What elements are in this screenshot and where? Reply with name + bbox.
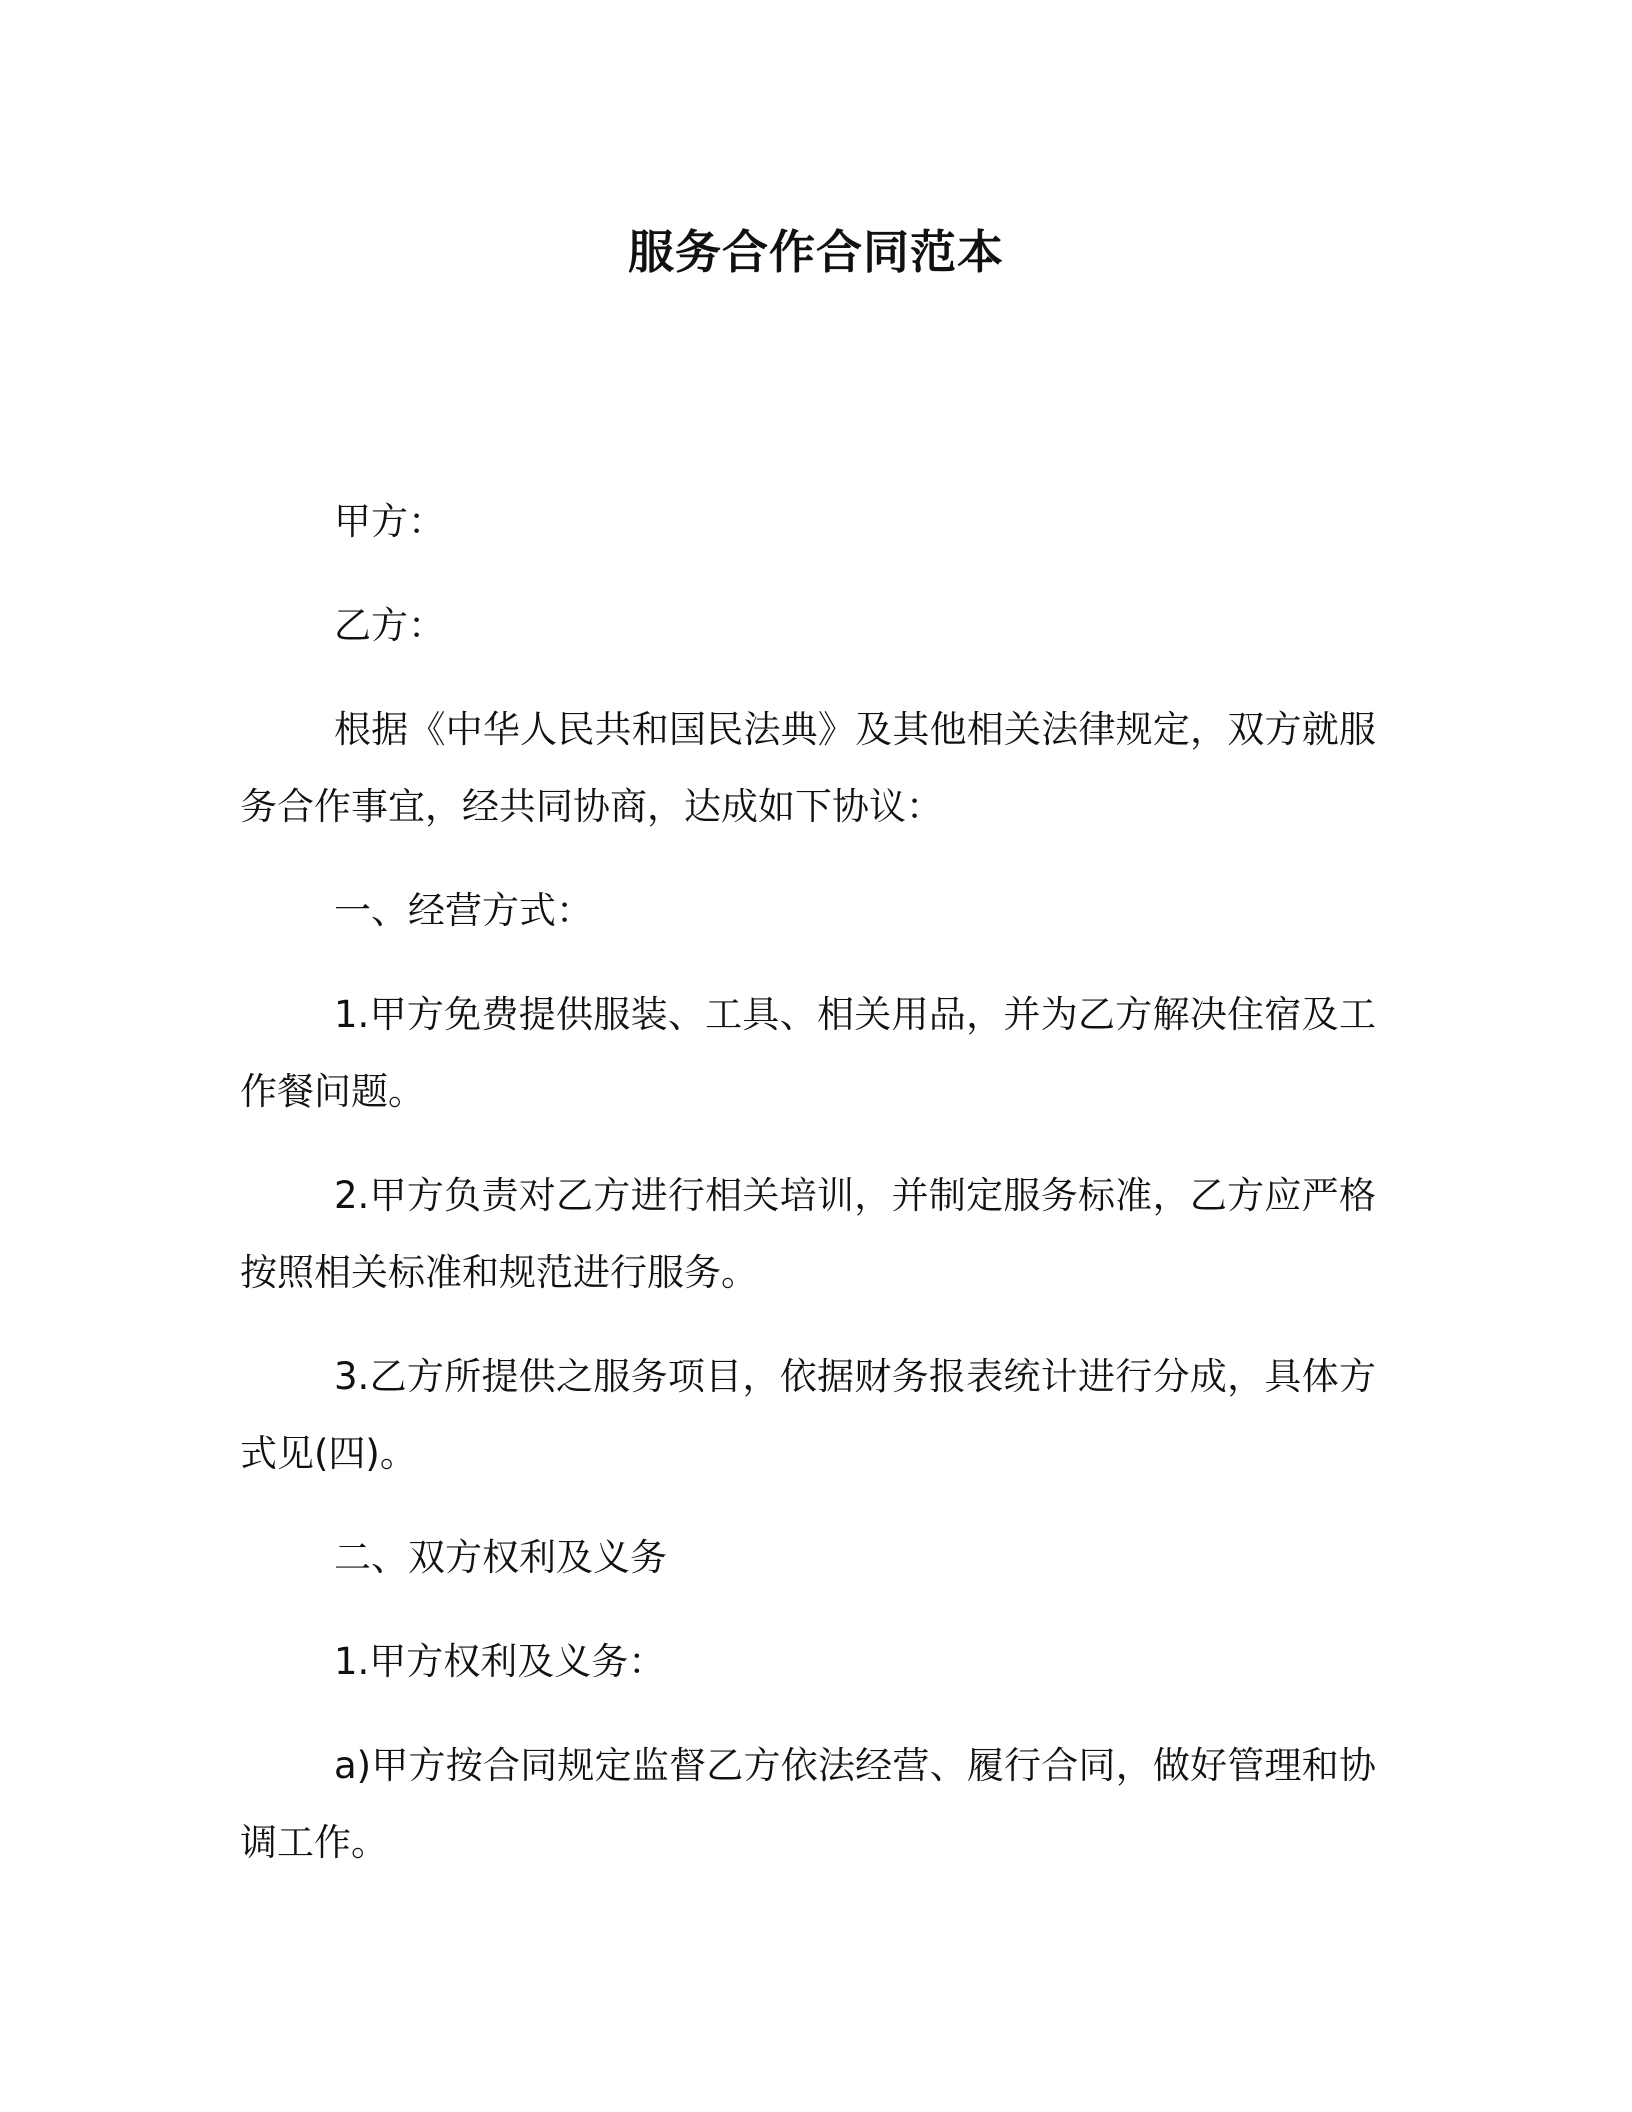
section-heading-rights-obligations: 二、双方权利及义务: [334, 1536, 667, 1579]
clause-1-1: 1.甲方免费提供服装、工具、相关用品，并为乙方解决住宿及工作餐问题。: [240, 993, 1376, 1113]
party-b-line: 乙方：: [334, 604, 445, 647]
party-a-line: 甲方：: [334, 500, 445, 543]
clause-1-2: 2.甲方负责对乙方进行相关培训，并制定服务标准，乙方应严格按照相关标准和规范进行服务。: [240, 1174, 1376, 1294]
preamble-paragraph: 根据《中华人民共和国民法典》及其他相关法律规定，双方就服务合作事宜，经共同协商，达成如下协议：: [240, 708, 1376, 828]
clause-1-3: 3.乙方所提供之服务项目，依据财务报表统计进行分成，具体方式见(四)。: [240, 1355, 1376, 1475]
document-body: [240, 483, 1376, 1908]
section-heading-operation-mode: 一、经营方式：: [334, 889, 593, 932]
clause-2-1: 1.甲方权利及义务：: [334, 1640, 666, 1683]
clause-2-1-a: a)甲方按合同规定监督乙方依法经营、履行合同，做好管理和协调工作。: [240, 1744, 1376, 1864]
document-title: 服务合作合同范本: [628, 225, 1004, 279]
